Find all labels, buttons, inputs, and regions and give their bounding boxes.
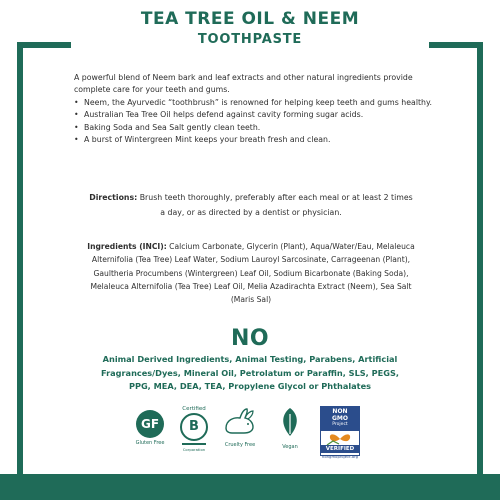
benefit-item: • Australian Tea Tree Oil helps defend against cavity forming sugar acids. bbox=[74, 109, 434, 121]
non-gmo-line3: Project bbox=[332, 422, 348, 427]
benefit-item: • A burst of Wintergreen Mint keeps your breath fresh and clean. bbox=[74, 134, 434, 146]
directions-text: Brush teeth thoroughly, preferably after each meal or at least 2 times a day, or as directed by a dentist or physician. bbox=[137, 193, 413, 217]
gluten-free-caption: Gluten Free bbox=[135, 440, 165, 446]
bcorp-badge bbox=[172, 406, 216, 452]
cruelty-free-caption: Cruelty Free bbox=[224, 442, 256, 448]
cruelty-free-badge bbox=[218, 406, 262, 448]
benefit-item: • Neem, the Ayurvedic “toothbrush” is renowned for helping keep teeth and gums healthy. bbox=[74, 97, 434, 109]
footer-bar bbox=[0, 474, 500, 500]
gluten-free-icon: GF bbox=[136, 410, 164, 438]
leaf-icon bbox=[272, 406, 308, 438]
rabbit-icon bbox=[220, 406, 260, 436]
ingredients-section bbox=[84, 240, 418, 306]
directions-section bbox=[86, 190, 416, 220]
butterfly-graphic bbox=[321, 432, 359, 446]
non-gmo-line2: GMO bbox=[332, 414, 348, 422]
product-subtitle: TOOTHPASTE bbox=[197, 32, 303, 47]
benefits-list bbox=[74, 97, 434, 147]
ingredients-text: Calcium Carbonate, Glycerin (Plant), Aqua/Water/Eau, Melaleuca Alternifolia (Tea Tree) Leaf Water, Sodium Lauroyl Sarcosinate, Carrageenan (Plant), Gaultheria Procumbens (Wintergreen) Leaf Oil, Sodium Bicarbonate (Baking Soda), Melaleuca Alternifolia (Tea Tree) Leaf Oil, Melia Azadirachta Extract (Neem), Sea Salt (Maris Sal) bbox=[90, 242, 415, 305]
benefit-item: • Baking Soda and Sea Salt gently clean teeth. bbox=[74, 122, 434, 134]
non-gmo-url: nongmoproject.org bbox=[321, 453, 359, 459]
no-ingredients-list: Animal Derived Ingredients, Animal Testing, Parabens, Artificial Fragrances/Dyes, Mineral Oil, Petrolatum or Paraffin, SLS, PEGS, PPG, MEA, DEA, TEA, Propylene Glycol or Phthalates bbox=[101, 354, 399, 392]
non-gmo-verified: VERIFIED bbox=[321, 445, 359, 453]
certification-badges bbox=[0, 406, 500, 466]
vegan-badge bbox=[268, 406, 312, 450]
intro-paragraph: A powerful blend of Neem bark and leaf extracts and other natural ingredients provide complete care for your teeth and gums. bbox=[74, 73, 413, 95]
ingredients-label: Ingredients (INCI): bbox=[87, 242, 167, 251]
non-gmo-line1: NON bbox=[332, 408, 348, 415]
directions-label: Directions: bbox=[89, 193, 138, 202]
intro-section bbox=[74, 72, 434, 146]
bcorp-icon: B bbox=[180, 413, 208, 441]
vegan-caption: Vegan bbox=[282, 444, 298, 450]
non-gmo-badge bbox=[320, 406, 360, 459]
butterfly-icon bbox=[321, 431, 359, 445]
product-title: TEA TREE OIL & NEEM bbox=[140, 9, 360, 29]
non-gmo-title bbox=[321, 407, 359, 431]
bcorp-certified-text: Certified bbox=[182, 406, 206, 412]
bcorp-caption: Corporation bbox=[182, 447, 206, 452]
bcorp-divider bbox=[182, 443, 206, 445]
no-heading: NO bbox=[230, 326, 270, 351]
gluten-free-badge bbox=[128, 406, 172, 446]
